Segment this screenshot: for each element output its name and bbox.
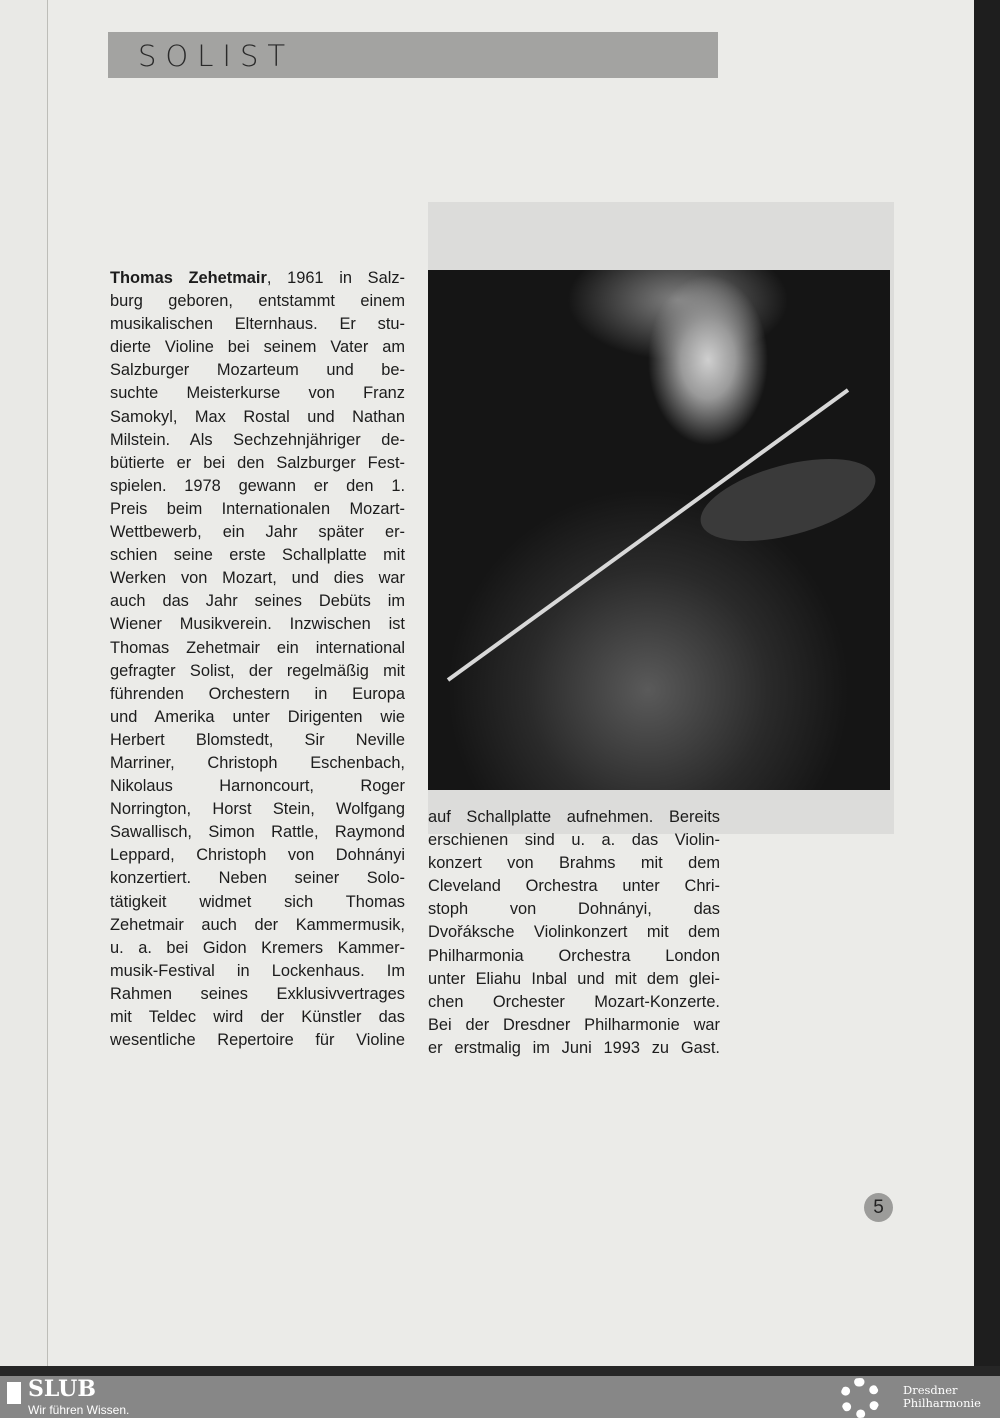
text-line: führenden Orchestern in Europa bbox=[110, 684, 405, 703]
text-line: wesentliche Repertoire für Violine bbox=[110, 1031, 405, 1050]
text-line: Samokyl, Max Rostal und Nathan bbox=[110, 407, 405, 426]
text-line: Dvořáksche Violinkonzert mit dem bbox=[428, 923, 720, 942]
text-line: tätigkeit widmet sich Thomas bbox=[110, 892, 405, 911]
text-line: erschienen sind u. a. das Violin- bbox=[428, 831, 720, 850]
text-line: Salzburger Mozarteum und be- bbox=[110, 361, 405, 380]
text-line: Leppard, Christoph von Dohnányi bbox=[110, 846, 405, 865]
text-line: musikalischen Elternhaus. Er stu- bbox=[110, 315, 405, 334]
text-line: Preis beim Internationalen Mozart- bbox=[110, 499, 405, 518]
text-line: stoph von Dohnányi, das bbox=[428, 900, 720, 919]
dresdner-philharmonie-logo-icon[interactable] bbox=[840, 1378, 880, 1418]
text-line: Bei der Dresdner Philharmonie war bbox=[428, 1015, 720, 1034]
text-line: Nikolaus Harnoncourt, Roger bbox=[110, 777, 405, 796]
biography-column-right bbox=[428, 806, 720, 1060]
violin-bow-illustration bbox=[428, 270, 890, 790]
slub-tagline: Wir führen Wissen. bbox=[28, 1403, 130, 1417]
text-line: auch das Jahr seines Debüts im bbox=[110, 592, 405, 611]
text-line: dierte Violine bei seinem Vater am bbox=[110, 338, 405, 357]
partner-name-line: Dresdner bbox=[903, 1383, 958, 1397]
footer-bar bbox=[0, 1376, 1000, 1418]
text-line: er erstmalig im Juni 1993 zu Gast. bbox=[428, 1038, 720, 1057]
text-line: bütierte er bei den Salzburger Fest- bbox=[110, 453, 405, 472]
text-line: Rahmen seines Exklusivvertrages bbox=[110, 984, 405, 1003]
slub-logo-text[interactable]: SLUB bbox=[28, 1376, 96, 1402]
slub-book-icon bbox=[7, 1382, 21, 1404]
text-line: Zehetmair auch der Kammermusik, bbox=[110, 915, 405, 934]
partner-name bbox=[903, 1384, 981, 1410]
text-line: unter Eliahu Inbal und mit dem glei- bbox=[428, 969, 720, 988]
previous-page-edge bbox=[0, 0, 48, 1368]
text-line: burg geboren, entstammt einem bbox=[110, 292, 405, 311]
text-line: Philharmonia Orchestra London bbox=[428, 946, 720, 965]
soloist-name: Thomas Zehetmair bbox=[110, 269, 267, 287]
text-line: Milstein. Als Sechzehnjähriger de- bbox=[110, 430, 405, 449]
text-line bbox=[110, 267, 405, 290]
text-line: Marriner, Christoph Eschenbach, bbox=[110, 753, 405, 772]
text-line: Cleveland Orchestra unter Chri- bbox=[428, 877, 720, 896]
text-line: Norrington, Horst Stein, Wolfgang bbox=[110, 800, 405, 819]
text-line: gefragter Solist, der regelmäßig mit bbox=[110, 661, 405, 680]
text-line: musik-Festival in Lockenhaus. Im bbox=[110, 961, 405, 980]
partner-name-line: Philharmonie bbox=[903, 1396, 981, 1410]
text-line: spielen. 1978 gewann er den 1. bbox=[110, 476, 405, 495]
biography-column-left bbox=[110, 267, 405, 1052]
text-fragment: , 1961 in Salz- bbox=[266, 269, 406, 287]
text-lines bbox=[110, 290, 405, 1052]
text-line: Herbert Blomstedt, Sir Neville bbox=[110, 730, 405, 749]
text-line: u. a. bei Gidon Kremers Kammer- bbox=[110, 938, 405, 957]
text-line: chen Orchester Mozart-Konzerte. bbox=[428, 992, 720, 1011]
text-line: konzert von Brahms mit dem bbox=[428, 854, 720, 873]
text-line: suchte Meisterkurse von Franz bbox=[110, 384, 405, 403]
text-lines bbox=[428, 806, 720, 1060]
text-line: mit Teldec wird der Künstler das bbox=[110, 1008, 405, 1026]
text-line: Wiener Musikverein. Inzwischen ist bbox=[110, 615, 405, 634]
text-line: schien seine erste Schallplatte mit bbox=[110, 546, 405, 565]
document-page bbox=[48, 0, 974, 1366]
text-line: konzertiert. Neben seiner Solo- bbox=[110, 869, 405, 888]
text-line: und Amerika unter Dirigenten wie bbox=[110, 707, 405, 726]
section-header-bar bbox=[108, 32, 718, 78]
text-line: Sawallisch, Simon Rattle, Raymond bbox=[110, 823, 405, 842]
text-line: Wettbewerb, ein Jahr später er- bbox=[110, 523, 405, 542]
text-line: Thomas Zehetmair ein international bbox=[110, 638, 405, 657]
scan-edge bbox=[0, 1366, 1000, 1376]
section-title: SOLIST bbox=[138, 39, 295, 73]
text-line: Werken von Mozart, und dies war bbox=[110, 569, 405, 588]
page-number: 5 bbox=[864, 1193, 893, 1222]
text-line: auf Schallplatte aufnehmen. Bereits bbox=[428, 808, 720, 826]
